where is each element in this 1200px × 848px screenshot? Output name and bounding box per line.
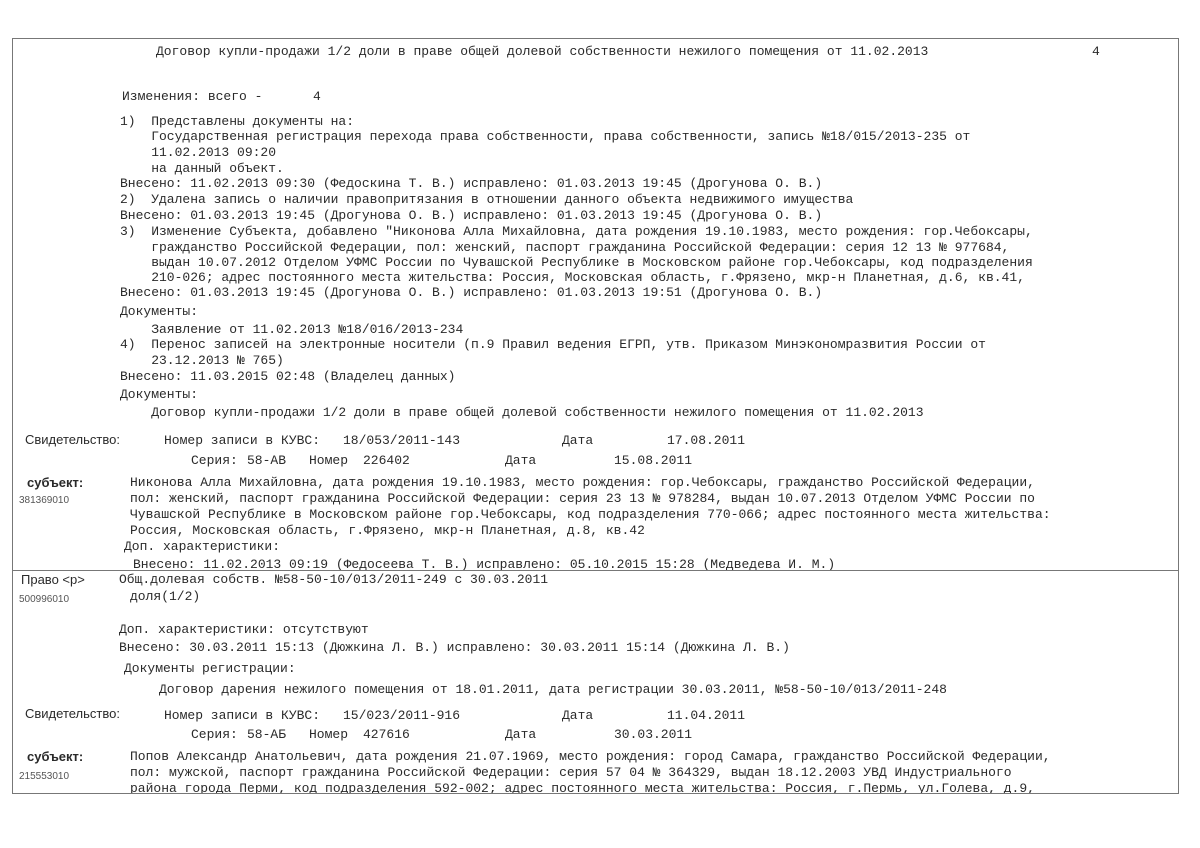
change-line: 3) Изменение Субъекта, добавлено "Никонова Алла Михайловна, дата рождения 19.10.1983, место рождения: гор.Чебоксары, — [120, 224, 1033, 239]
extra-characteristics-label: Доп. характеристики: — [124, 539, 281, 554]
change-line: 2) Удалена запись о наличии правопритязания в отношении данного объекта недвижимого имущества — [120, 192, 854, 207]
number-value: 427616 — [363, 727, 410, 742]
certificate-date-label: Дата — [562, 708, 594, 723]
frame-bottom-border — [13, 793, 1178, 794]
document-title: Договор купли-продажи 1/2 доли в праве общей долевой собственности нежилого помещения от 11.02.2013 — [156, 44, 929, 59]
issue-date: 15.08.2011 — [614, 453, 693, 468]
registration-docs-label: Документы регистрации: — [124, 661, 296, 676]
change-line: Внесено: 01.03.2013 19:45 (Дрогунова О. В.) исправлено: 01.03.2013 19:45 (Дрогунова О. В.) — [120, 208, 823, 223]
subject-line: пол: мужской, паспорт гражданина Российской Федерации: серия 57 04 № 364329, выдан 18.12.2003 УВД Индустриального — [130, 765, 1012, 780]
series-value: 58-АБ — [247, 727, 287, 742]
number-label: Номер — [309, 453, 349, 468]
change-line: выдан 10.07.2012 Отделом УФМС России по Чувашской Республике в Московском районе гор.Чебоксары, код подразделения — [120, 255, 1033, 270]
certificate-label: Свидетельство: — [25, 432, 120, 447]
change-line: на данный объект. — [120, 161, 284, 176]
subject-line: Россия, Московская область, г.Фрязено, мкр-н Планетная, д.8, кв.42 — [130, 523, 645, 538]
series-value: 58-АВ — [247, 453, 287, 468]
changes-count: 4 — [313, 89, 321, 104]
issue-date-label: Дата — [505, 453, 537, 468]
right-entered: Внесено: 30.03.2011 15:13 (Дюжкина Л. В.) исправлено: 30.03.2011 15:14 (Дюжкина Л. В.) — [119, 640, 790, 655]
subject-id: 215553010 — [19, 771, 70, 782]
change-line: Внесено: 11.02.2013 09:30 (Федоскина Т. В.) исправлено: 01.03.2013 19:45 (Дрогунова О. В.) — [120, 176, 823, 191]
right-extra: Доп. характеристики: отсутствуют — [119, 622, 369, 637]
subject-line: района города Перми, код подразделения 592-002; адрес постоянного места жительства: Россия, г.Пермь, ул.Голева, д.9, — [130, 781, 1035, 794]
change-line: Заявление от 11.02.2013 №18/016/2013-234 — [120, 322, 464, 337]
right-label: Право <р> — [21, 572, 85, 587]
entered-line: Внесено: 11.02.2013 09:19 (Федосеева Т. В.) исправлено: 05.10.2015 15:28 (Медведева И. М.) — [133, 557, 836, 572]
series-label: Серия: — [191, 453, 238, 468]
record-number: 18/053/2011-143 — [343, 433, 461, 448]
record-number-label: Номер записи в КУВС: — [164, 708, 321, 723]
change-line: Документы: — [120, 304, 199, 319]
number-value: 226402 — [363, 453, 410, 468]
change-line: Договор купли-продажи 1/2 доли в праве общей долевой собственности нежилого помещения от 11.02.2013 — [120, 405, 924, 420]
page-number: 4 — [1092, 44, 1100, 59]
change-line: Внесено: 11.03.2015 02:48 (Владелец данных) — [120, 369, 456, 384]
change-line: гражданство Российской Федерации, пол: женский, паспорт гражданина Российской Федерации: серия 12 13 № 977684, — [120, 240, 1010, 255]
issue-date-label: Дата — [505, 727, 537, 742]
certificate-date: 11.04.2011 — [667, 708, 746, 723]
right-registration: Общ.долевая собств. №58-50-10/013/2011-249 с 30.03.2011 — [119, 572, 549, 587]
record-number: 15/023/2011-916 — [343, 708, 461, 723]
certificate-label: Свидетельство: — [25, 706, 120, 721]
subject-line: Чувашской Республике в Московском районе гор.Чебоксары, код подразделения 770-066; адрес постоянного места жительства: — [130, 507, 1051, 522]
change-line: Документы: — [120, 387, 199, 402]
number-label: Номер — [309, 727, 349, 742]
subject-line: Никонова Алла Михайловна, дата рождения 19.10.1983, место рождения: гор.Чебоксары, гражданство Российской Федерации, — [130, 475, 1035, 490]
subject-line: Попов Александр Анатольевич, дата рождения 21.07.1969, место рождения: город Самара, гражданство Российской Федерации, — [130, 749, 1051, 764]
issue-date: 30.03.2011 — [614, 727, 693, 742]
change-line: 4) Перенос записей на электронные носители (п.9 Правил ведения ЕГРП, утв. Приказом Минэкономразвития России от — [120, 337, 986, 352]
registration-doc: Договор дарения нежилого помещения от 18.01.2011, дата регистрации 30.03.2011, №58-50-10/013/2011-248 — [159, 682, 947, 697]
change-line: 210-026; адрес постоянного места жительства: Россия, Московская область, г.Фрязено, мкр-н Планетная, д.6, кв.41, — [120, 270, 1025, 285]
change-line: 23.12.2013 № 765) — [120, 353, 284, 368]
section-divider — [13, 570, 1178, 571]
changes-label: Изменения: всего - — [122, 89, 263, 104]
change-line: Внесено: 01.03.2013 19:45 (Дрогунова О. В.) исправлено: 01.03.2013 19:51 (Дрогунова О. В.) — [120, 285, 823, 300]
subject-label: субъект: — [27, 475, 84, 490]
change-line: Государственная регистрация перехода права собственности, права собственности, запись №18/015/2013-235 от — [120, 129, 971, 144]
right-share: доля(1/2) — [130, 589, 201, 604]
series-label: Серия: — [191, 727, 238, 742]
certificate-date: 17.08.2011 — [667, 433, 746, 448]
certificate-date-label: Дата — [562, 433, 594, 448]
record-number-label: Номер записи в КУВС: — [164, 433, 321, 448]
change-line: 11.02.2013 09:20 — [120, 145, 277, 160]
subject-label: субъект: — [27, 749, 84, 764]
document-frame — [12, 38, 1179, 794]
right-id: 500996010 — [19, 594, 70, 605]
subject-id: 381369010 — [19, 495, 70, 506]
subject-line: пол: женский, паспорт гражданина Российской Федерации: серия 23 13 № 978284, выдан 10.07.2013 Отделом УФМС России по — [130, 491, 1035, 506]
change-line: 1) Представлены документы на: — [120, 114, 355, 129]
